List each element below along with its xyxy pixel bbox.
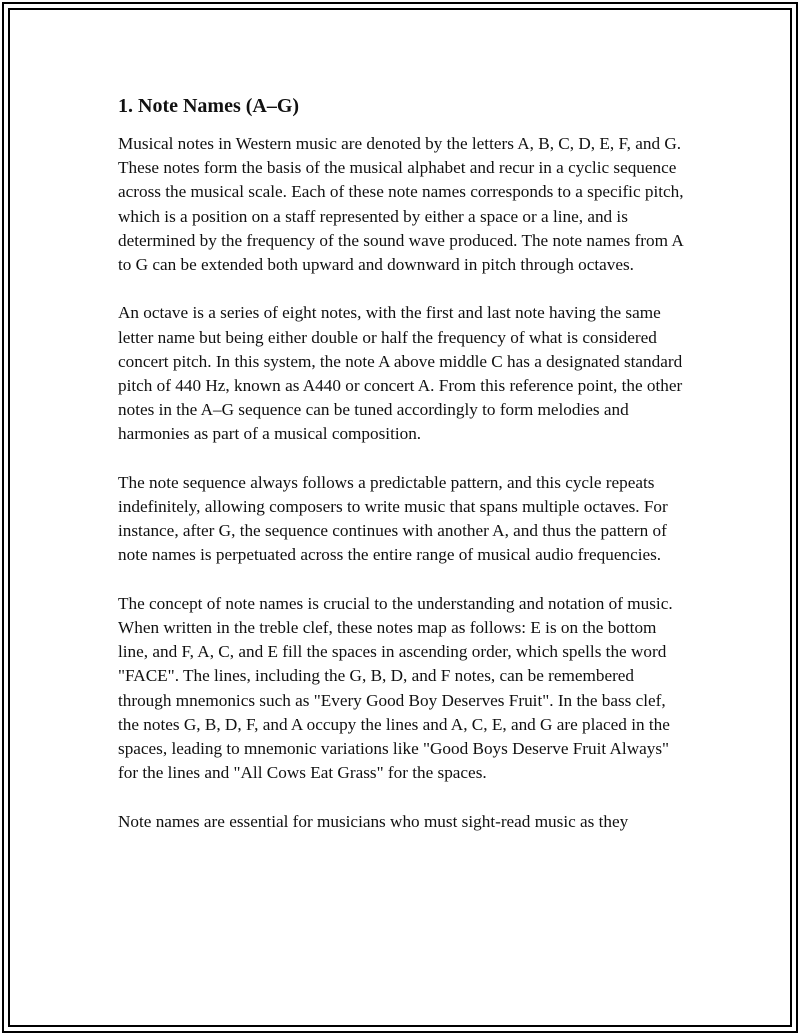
section-heading: 1. Note Names (A–G) — [118, 95, 300, 117]
document-body — [118, 92, 688, 858]
paragraph-4: The concept of note names is crucial to the understanding and notation of music. When written in the treble clef, these notes map as follows: E is on the bottom line, and F, A, C, and E fill the spaces in ascending order, which spells the word "FACE". The lines, including the G, B, D, and F notes, can be remembered through mnemonics such as "Every Good Boy Deserves Fruit". In the bass clef, the notes G, B, D, F, and A occupy the lines and A, C, E, and G are placed in the spaces, leading to mnemonic variations like "Good Boys Deserve Fruit Always" for the lines and "All Cows Eat Grass" for the spaces. — [118, 593, 673, 783]
paragraph-1: Musical notes in Western music are denoted by the letters A, B, C, D, E, F, and G. These notes form the basis of the musical alphabet and recur in a cyclic sequence across the musical scale. Each of these note names corresponds to a specific pitch, which is a position on a staff represented by either a space or a line, and is determined by the frequency of the sound wave produced. The note names from A to G can be extended both upward and downward in pitch through octaves. — [118, 134, 684, 275]
paragraph-5: Note names are essential for musicians who must sight-read music as they — [118, 811, 629, 831]
paragraph-2: An octave is a series of eight notes, with the first and last note having the same letter name but being either double or half the frequency of what is considered concert pitch. In this system, the note A above middle C has a designated standard pitch of 440 Hz, known as A440 or concert A. From this reference point, the other notes in the A–G sequence can be tuned accordingly to form melodies and harmonies as part of a musical composition. — [118, 303, 683, 444]
paragraph-3: The note sequence always follows a predictable pattern, and this cycle repeats indefinitely, allowing composers to write music that spans multiple octaves. For instance, after G, the sequence continues with another A, and thus the pattern of note names is perpetuated across the entire range of musical audio frequencies. — [118, 472, 668, 565]
